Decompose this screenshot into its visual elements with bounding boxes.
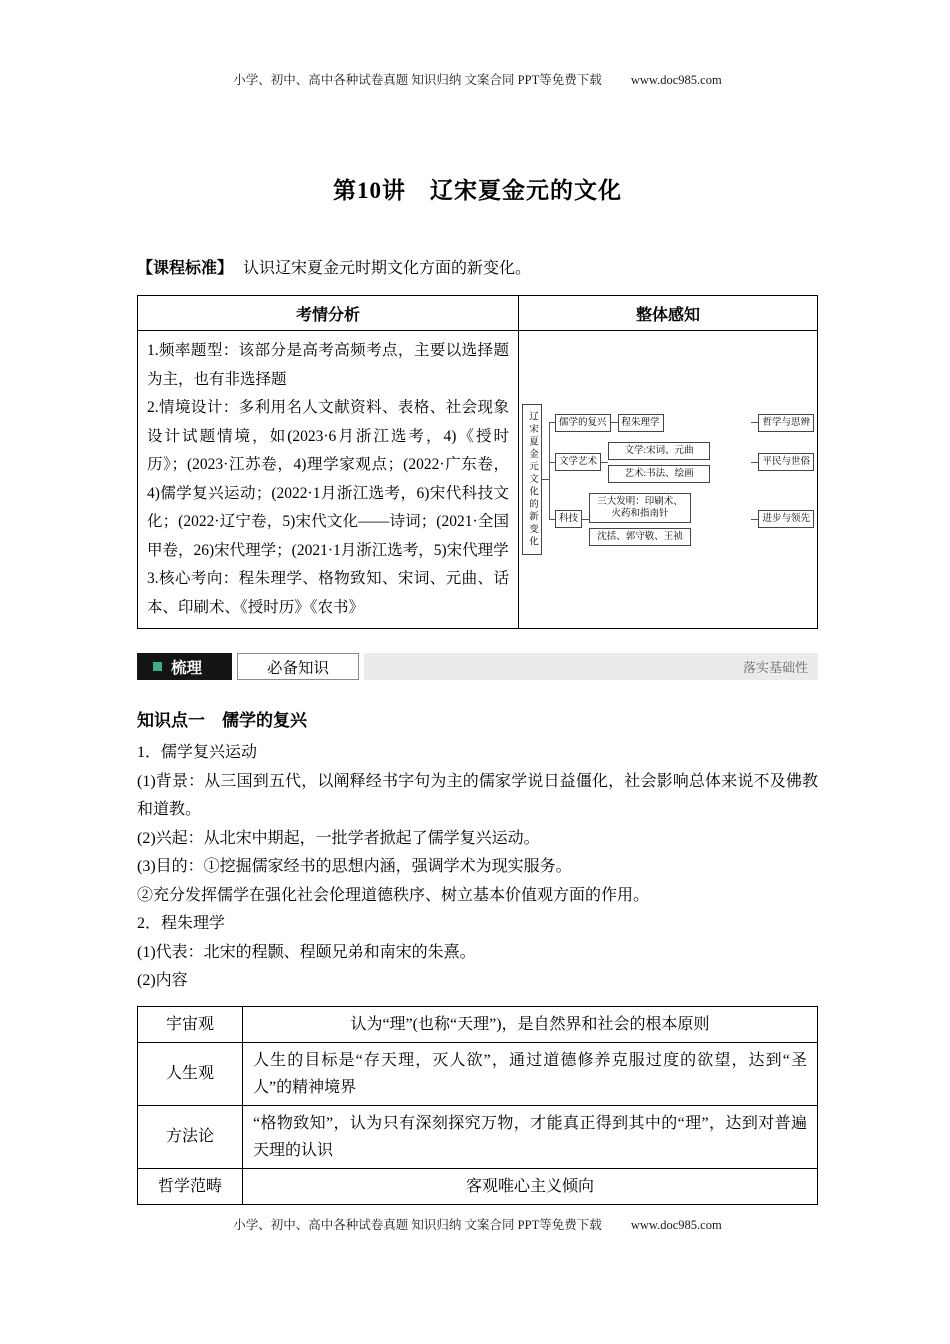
row-label-methodology: 方法论 [138,1105,243,1168]
footer-site-link[interactable]: www.doc985.com [630,1217,722,1232]
page-title: 第10讲 辽宋夏金元的文化 [333,178,622,203]
course-standard-text: 认识辽宋夏金元时期文化方面的新变化。 [243,260,532,277]
connector-line [601,462,608,463]
body-paragraph: (1)代表：北宋的程颢、程颐兄弟和南宋的朱熹。 [137,943,476,961]
lixue-content-table [137,1006,818,1205]
row-text-methodology: “格物致知”，认为只有深刻探究万物，才能真正得到其中的“理”，达到对普遍天理的认识 [243,1105,818,1168]
exam-analysis-cell [138,331,519,629]
body-paragraph: (3)目的：①挖掘儒家经书的思想内涵，强调学术为现实服务。 [137,858,572,875]
footer-promo-text: 小学、初中、高中各种试卷真题 知识归纳 文案合同 PPT等免费下载 [233,1217,602,1232]
connector-line [611,422,618,423]
diagram-row-science-tech [549,493,814,546]
analysis-item: 2.情境设计：多利用名人文献资料、表格、社会现象设计试题情境，如(2023·6月浙江选考，4)《授时历》；(2023·江苏卷，4)理学家观点；(2022·广东卷，4)儒学复兴运动；(2022·1月浙江选考，6)宋代科技文化；(2022·辽宁卷，5)宋代文化——诗词；(2021·全国甲卷，26)宋代理学；(2021·1月浙江选考，5)宋代理学 [147,399,509,559]
diagram-node: 文学:宋词、元曲 [608,442,710,460]
col-header-overall-view: 整体感知 [519,296,818,331]
section-tab-bibei-label: 必备知识 [267,659,330,677]
diagram-node-stack [608,442,710,483]
section-tab-bibei-zhishi [237,653,359,680]
body-paragraph: (2)兴起：从北宋中期起，一批学者掀起了儒学复兴运动。 [137,829,540,847]
diagram-right-group [751,510,814,528]
diagram-node: 艺术:书法、绘画 [608,465,710,483]
row-label-cosmology: 宇宙观 [138,1006,243,1042]
diagram-row-literature-art [549,442,814,483]
overview-table [137,295,818,629]
diagram-right-group [751,414,814,432]
connector-line [582,519,589,520]
header-site-link[interactable]: www.doc985.com [630,73,722,87]
course-standard-label: 【课程标准】 [137,260,234,277]
row-label-philosophy-category: 哲学范畴 [138,1168,243,1204]
connector-line [751,462,758,463]
diagram-node: 科技 [555,510,582,528]
row-text-life-view: 人生的目标是“存天理，灭人欲”，通过道德修养克服过度的欲望，达到“圣人”的精神境界 [243,1042,818,1105]
bullet-square-icon [153,662,162,671]
analysis-item: 1.频率题型：该部分是高考高频考点，主要以选择题为主，也有非选择题 [147,342,509,388]
diagram-node: 进步与领先 [758,510,814,528]
page-header [137,70,818,88]
diagram-node: 儒学的复兴 [555,414,611,432]
diagram-root-node: 辽宋夏金元文化的新变化 [522,404,542,556]
connector-line [751,422,758,423]
diagram-node: 三大发明：印刷术、火药和指南针 [589,493,691,523]
row-text-cosmology: 认为“理”(也称“天理”)，是自然界和社会的根本原则 [243,1006,818,1042]
section-bar [137,653,818,680]
header-promo-text: 小学、初中、高中各种试卷真题 知识归纳 文案合同 PPT等免费下载 [233,73,602,87]
diagram-node: 文学艺术 [555,453,601,471]
knowledge-point-heading: 知识点一 儒学的复兴 [137,711,307,730]
diagram-node: 平民与世俗 [758,453,814,471]
diagram-branches [549,414,814,546]
overview-body-row [138,331,818,629]
diagram-row-confucianism [549,414,814,432]
diagram-node: 哲学与思辨 [758,414,814,432]
table-row [138,1105,818,1168]
mindmap-diagram [522,404,814,556]
row-label-life-view: 人生观 [138,1042,243,1105]
body-paragraph: ②充分发挥儒学在强化社会伦理道德秩序、树立基本价值观方面的作用。 [137,886,650,904]
section-bar-strip [364,653,818,680]
diagram-right-group [751,453,814,471]
section-bar-right-label: 落实基础性 [742,660,808,675]
diagram-node: 程朱理学 [618,414,664,432]
body-paragraph: (1)背景：从三国到五代，以阐释经书字句为主的儒家学说日益僵化，社会影响总体来说不及佛教和道教。 [137,772,818,818]
table-row [138,1042,818,1105]
body-paragraph: 2．程朱理学 [137,915,226,932]
row-text-philosophy-category: 客观唯心主义倾向 [243,1168,818,1204]
diagram-node: 沈括、郭守敬、王祯 [589,528,691,546]
table-row [138,1168,818,1204]
body-paragraph: 1．儒学复兴运动 [137,744,258,761]
section-tab-shuli [137,653,232,680]
course-standard-line [137,257,818,281]
connector-line [751,519,758,520]
knowledge-point-body [137,739,818,996]
body-paragraph: (2)内容 [137,972,188,989]
diagram-node-stack [589,493,691,546]
overview-header-row [138,296,818,331]
connector-line [542,479,549,480]
page-footer [137,1215,818,1233]
section-tab-shuli-label: 梳理 [171,659,203,677]
analysis-item: 3.核心考向：程朱理学、格物致知、宋词、元曲、话本、印刷术、《授时历》《农书》 [147,570,509,616]
col-header-exam-analysis: 考情分析 [138,296,519,331]
table-row [138,1006,818,1042]
mindmap-cell [519,331,818,629]
